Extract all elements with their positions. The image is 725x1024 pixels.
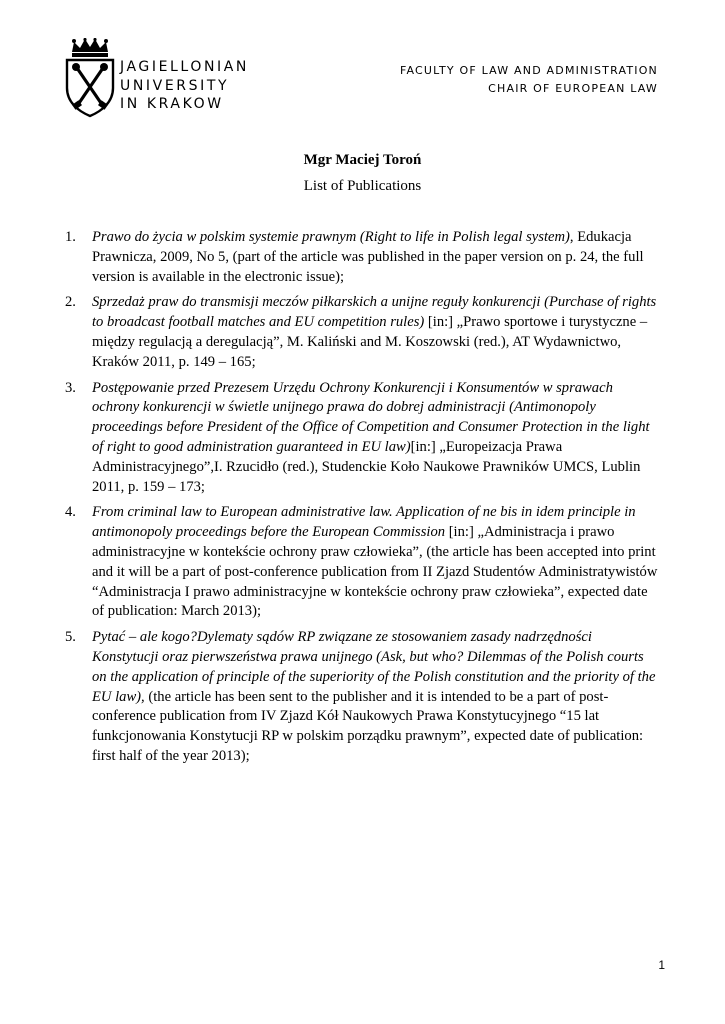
publication-item bbox=[65, 379, 661, 498]
publication-title: Postępowanie przed Prezesem Urzędu Ochrony Konkurencji i Konsumentów w sprawach ochrony konkurencji w świetle unijnego prawa do dobrej administracji (Antimonopoly proceedings before President of the Office of Competition and Consumer Protection in the light of right to good administration guaranteed in EU law) bbox=[92, 379, 650, 455]
publication-list bbox=[65, 228, 661, 773]
faculty-header bbox=[400, 62, 658, 98]
publication-number: 4. bbox=[65, 504, 76, 521]
publication-title: From criminal law to European administrative law. Application of ne bis in idem principle in antimonopoly proceedings before the European Commission bbox=[92, 504, 636, 541]
page-number: 1 bbox=[658, 958, 665, 972]
publication-title: Sprzedaż praw do transmisji meczów piłkarskich a unijne reguły konkurencji (Purchase of rights to broadcast football matches and EU competition rules) bbox=[92, 294, 657, 331]
publication-item bbox=[65, 628, 661, 767]
publication-item bbox=[65, 228, 661, 287]
publication-title: Pytać – ale kogo?Dylematy sądów RP związane ze stosowaniem zasady nadrzędności Konstytucji oraz pierwszeństwa prawa unijnego (Ask, but who? Dilemmas of the Polish courts on the application of principle of the superiority of the Polish constitution and the priority of the EU law), bbox=[92, 629, 656, 705]
publication-details: [in:] „Prawo sportowe i turystyczne – między regulacją a deregulacją”, M. Kaliński and M. Koszowski (red.), AT Wydawnictwo, Kraków 2011, p. 149 – 165; bbox=[92, 314, 648, 370]
university-name-line: JAGIELLONIAN bbox=[120, 59, 250, 75]
publication-number: 5. bbox=[65, 629, 76, 646]
document-subtitle: List of Publications bbox=[303, 178, 422, 194]
faculty-name: FACULTY OF LAW AND ADMINISTRATION bbox=[399, 64, 658, 77]
publication-details: [in:] „Europeizacja Prawa Administracyjnego”,I. Rzucidło (red.), Studenckie Koło Naukowe Prawników UMCS, Lublin 2011, p. 159 – 173; bbox=[92, 438, 641, 495]
publication-details: [in:] „Administracja i prawo administracyjne w kontekście ochrony praw człowieka”, (the article has been accepted into print and it will be a part of post-conference publication from II Zjazd Studentów Administratywistów “Administracja I prawo administracyjne w kontekście ochrony praw człowieka”, expected date of publication: March 2013); bbox=[92, 524, 658, 620]
publication-item bbox=[65, 293, 661, 372]
university-name-line: IN KRAKOW bbox=[120, 96, 224, 112]
publication-details: (the article has been sent to the publisher and it is intended to be a part of post-conference publication from IV Zjazd Kół Naukowych Prawa Konstytucyjnego “15 lat funkcjonowania Konstytucji RP w polskim porządku prawnym”, expected date of publication: first half of the year 2013); bbox=[92, 688, 644, 764]
university-name bbox=[120, 58, 249, 114]
publication-details: , Edukacja Prawnicza, 2009, No 5, (part of the article was published in the paper version on p. 24, the full version is available in the electronic issue); bbox=[92, 229, 644, 285]
university-crest-logo bbox=[64, 38, 116, 118]
publication-number: 1. bbox=[65, 229, 76, 245]
university-name-line: UNIVERSITY bbox=[120, 77, 230, 94]
publication-number: 3. bbox=[65, 379, 76, 396]
chair-name: CHAIR OF EUROPEAN LAW bbox=[488, 82, 658, 95]
author-name: Mgr Maciej Toroń bbox=[303, 152, 422, 168]
crown-icon bbox=[72, 38, 108, 57]
publication-number: 2. bbox=[65, 294, 76, 311]
publication-title: Prawo do życia w polskim systemie prawnym (Right to life in Polish legal system) bbox=[92, 229, 570, 245]
publication-item bbox=[65, 503, 661, 622]
